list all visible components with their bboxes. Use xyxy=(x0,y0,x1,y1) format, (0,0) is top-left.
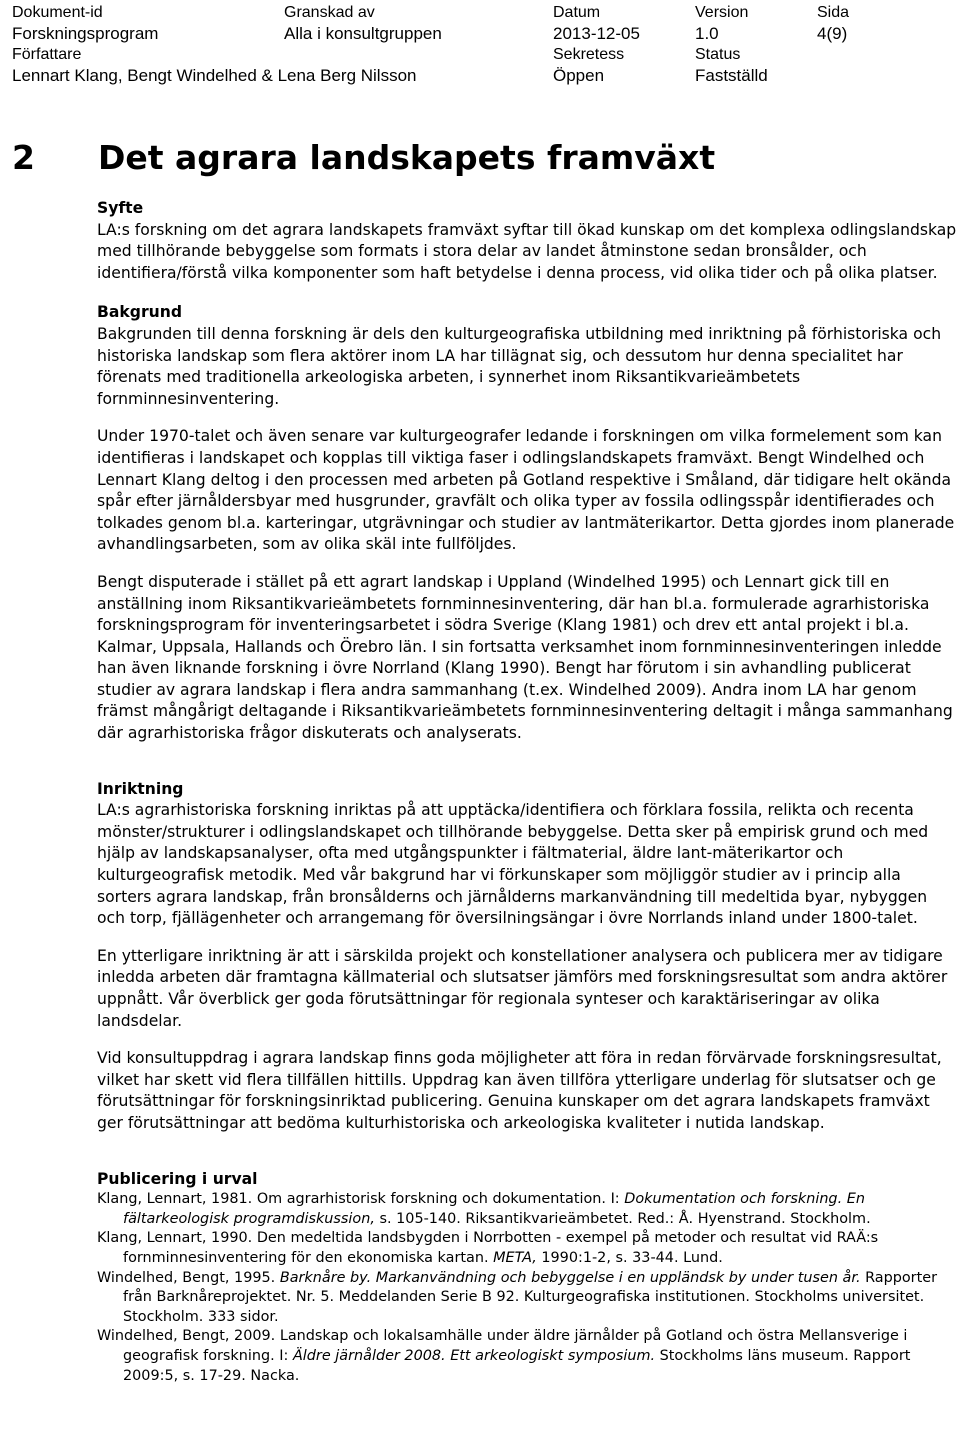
bibliography-list xyxy=(97,1190,959,1386)
page-value: 4(9) xyxy=(817,24,848,43)
entry-title-italic: Dokumentation och forskning. En fältarkeologisk programdiskussion, xyxy=(123,1191,865,1227)
confidentiality-label: Sekretess xyxy=(553,46,625,63)
inriktning-paragraph-1: LA:s agrarhistoriska forskning inriktas på att upptäcka/identifiera och förklara fossila, relikta och recenta mönster/strukturer i odlingslandskapet och tillhörande bebyggelse. Detta sker på empirisk grund och med hjälp av landskapsanalyser, ofta med utgångspunkter i fältmaterial, äldre lant-mäterikartor och kulturgeografisk metodik. Med vår bakgrund har vi förkunskaper som möjliggör studier av i princip alla sorters agrara landskap, från bronsålderns och järnålderns markanvändning till medeltida byar, nybyggen och torp, fjällägenheter och arrangemang för översilningsängar i övre Norrlands inland under 1800-talet. xyxy=(97,801,929,928)
spacer xyxy=(97,745,959,779)
section-title-bakgrund: Bakgrund xyxy=(97,303,182,322)
entry-text: Windelhed, Bengt, 1995. xyxy=(97,1269,280,1286)
status-label: Status xyxy=(695,46,741,63)
document-id-label: Dokument-id xyxy=(12,4,103,21)
section-title-publicering: Publicering i urval xyxy=(97,1169,258,1188)
header-confidentiality xyxy=(553,44,624,86)
page-label: Sida xyxy=(817,4,850,21)
spacer xyxy=(97,1032,959,1048)
entry-text: Klang, Lennart, 1981. Om agrarhistorisk forskning och dokumentation. I: xyxy=(97,1191,625,1208)
spacer xyxy=(97,556,959,572)
section-inriktning xyxy=(97,779,959,1135)
confidentiality-value: Öppen xyxy=(553,66,605,85)
section-title-inriktning: Inriktning xyxy=(97,779,184,798)
header-authors xyxy=(12,44,416,86)
section-bakgrund xyxy=(97,302,959,744)
section-title-syfte: Syfte xyxy=(97,199,144,217)
chapter-number: 2 xyxy=(12,138,35,177)
authors-label: Författare xyxy=(12,46,82,63)
chapter-heading xyxy=(12,138,715,178)
bakgrund-paragraph-2: Under 1970-talet och även senare var kulturgeografer ledande i forskningen om vilka formelement som kan identifieras i landskapet och kopplas till viktiga faser i odlingslandskapets framväxt. Bengt Windelhed och Lennart Klang deltog i den processen med arbeten på Gotland respektive i Småland, där tidigare helt okända spår efter järnåldersbyar med husgrunder, gravfält och olika typer av fossila odlingsspår identifierades och tolkades genom bl.a. karteringar, utgrävningar och studier av lantmäterikartor. Detta gjordes inom planerade avhandlingsarbeten, som av olika skäl inte fullföljdes. xyxy=(97,427,955,554)
authors-value: Lennart Klang, Bengt Windelhed & Lena Berg Nilsson xyxy=(12,66,417,85)
inriktning-paragraph-3: Vid konsultuppdrag i agrara landskap finns goda möjligheter att föra in redan förvärvade forskningsresultat, vilket har skett vid flera tillfällen hittills. Uppdrag kan även tillföra ytterligare underlag för slutsatser och ge förutsättningar för forskningsinriktad publicering. Genuina kunskaper om det agrara landskapets framväxt ger förutsättningar att bedöma kulturhistoriska och arkeologiska kvaliteter i nutida landskap. xyxy=(97,1049,942,1132)
inriktning-paragraph-2: En ytterligare inriktning är att i särskilda projekt och konstellationer analysera och publicera mer av tidigare inledda arbeten där framtagna källmaterial och slutsatser jämförs med forskningsresultat som andra aktörer uppnått. Vår överblick ger goda förutsättningar för regionala synteser och karaktäriseringar av olika landsdelar. xyxy=(97,946,948,1030)
entry-text: Rapporter från Barknåreprojektet. Nr. 5. Meddelanden Serie B 92. Kulturgeografiska institutionen. Stockholms universitet. Stockholm. 333 sidor. xyxy=(123,1269,938,1325)
section-publicering xyxy=(97,1169,959,1387)
document-id-value: Forskningsprogram xyxy=(12,24,159,43)
entry-text: Windelhed, Bengt, 2009. Landskap och lokalsamhälle under äldre järnålder på Gotland och östra Mellansverige i geografisk forskning. I: xyxy=(97,1328,908,1364)
header-document-id xyxy=(12,2,158,44)
entry-title-italic: META, xyxy=(493,1249,537,1266)
entry-title-italic: Barknåre by. Markanvändning och bebyggelse i en uppländsk by under tusen år. xyxy=(279,1269,861,1286)
entry-text: Stockholms läns museum. Rapport 2009:5, s. 17-29. Nacka. xyxy=(123,1347,911,1384)
document-body xyxy=(97,198,959,1386)
bibliography-entry xyxy=(97,1229,959,1268)
entry-text: Klang, Lennart, 1990. Den medeltida landsbygden i Norrbotten - exempel på metoder och resultat vid RAÄ:s fornminnesinventering för den ekonomiska kartan. xyxy=(97,1230,879,1266)
bibliography-entry xyxy=(97,1269,959,1328)
bibliography-entry xyxy=(97,1190,959,1229)
header-page xyxy=(817,2,849,44)
version-label: Version xyxy=(695,4,749,21)
reviewed-by-label: Granskad av xyxy=(284,4,375,21)
reviewed-by-value: Alla i konsultgruppen xyxy=(284,24,442,43)
section-syfte xyxy=(97,198,959,284)
spacer xyxy=(97,410,959,426)
bibliography-entry xyxy=(97,1327,959,1386)
entry-title-italic: Äldre järnålder 2008. Ett arkeologiskt symposium. xyxy=(292,1347,656,1364)
spacer xyxy=(97,1135,959,1169)
header-status xyxy=(695,44,768,86)
date-label: Datum xyxy=(553,4,601,21)
spacer xyxy=(97,930,959,946)
status-value: Fastställd xyxy=(695,66,768,85)
header-reviewed-by xyxy=(284,2,442,44)
header-version xyxy=(695,2,748,44)
syfte-paragraph: LA:s forskning om det agrara landskapets framväxt syftar till ökad kunskap om det komplexa odlingslandskap med tillhörande bebyggelse som formats i stora delar av landet åtminstone sedan bronsålder, och identifiera/förstå vilka komponenter som haft betydelse i denna process, vid olika tider och på olika platser. xyxy=(97,220,957,282)
entry-text: s. 105-140. Riksantikvarieämbetet. Red.: Å. Hyenstrand. Stockholm. xyxy=(374,1210,871,1227)
entry-text: 1990:1-2, s. 33-44. Lund. xyxy=(536,1249,723,1266)
chapter-title: Det agrara landskapets framväxt xyxy=(98,138,716,177)
bakgrund-paragraph-1: Bakgrunden till denna forskning är dels den kulturgeografiska utbildning med inriktning på förhistoriska och historiska landskap som flera aktörer inom LA har tillägnat sig, och dessutom hur denna specialitet har förenats med traditionella arkeologiska arbeten, i synnerhet inom Riksantikvarieämbetets fornminnesinventering. xyxy=(97,324,942,408)
spacer xyxy=(97,284,959,302)
version-value: 1.0 xyxy=(695,24,719,43)
date-value: 2013-12-05 xyxy=(553,24,640,43)
bakgrund-paragraph-3: Bengt disputerade i stället på ett agrart landskap i Uppland (Windelhed 1995) och Lennart gick till en anställning inom Riksantikvarieämbetets fornminnesinventering, där han bl.a. formulerade agrarhistoriska forskningsprogram för inventeringsarbetet i södra Sverige (Klang 1981) och drev ett antal projekt i bl.a. Kalmar, Uppsala, Hallands och Örebro län. I sin fortsatta verksamhet inom fornminnesinventeringen inledde han även liknande forskning i övre Norrland (Klang 1990). Bengt har förutom i sin avhandling publicerat studier av agrara landskap i flera andra sammanhang (t.ex. Windelhed 2009). Andra inom LA har genom främst mångårigt deltagande i Riksantikvarieämbetets fornminnesinventering deltagit i många sammanhang där agrarhistoriska frågor diskuterats och analyserats. xyxy=(97,572,953,743)
header-date xyxy=(553,2,640,44)
